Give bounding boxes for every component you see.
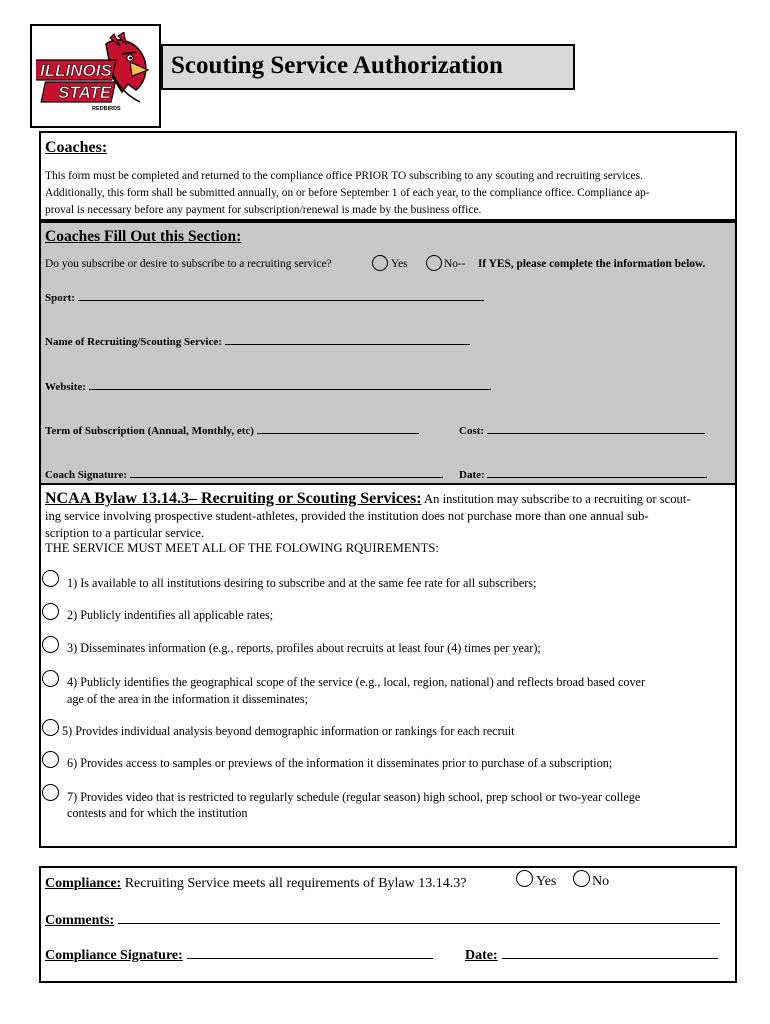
- coaches-text-line1: This form must be completed and returned to the compliance office PRIOR TO subscribing to any scouting and recruiting services.: [45, 170, 643, 182]
- ncaa-requirements-heading: THE SERVICE MUST MEET ALL OF THE FOLOWING RQUIREMENTS:: [45, 541, 439, 555]
- requirement-5: 5) Provides individual analysis beyond demographic information or rankings for each recruit: [62, 724, 515, 738]
- sport-line[interactable]: [78, 289, 484, 301]
- logo: [30, 24, 161, 128]
- service-name-field[interactable]: [45, 333, 470, 348]
- requirement-5-radio[interactable]: [42, 719, 59, 736]
- compliance-section: [39, 866, 737, 983]
- requirement-2-radio[interactable]: [42, 603, 59, 620]
- coaches-section: [39, 131, 737, 221]
- ncaa-heading: NCAA Bylaw 13.14.3– Recruiting or Scouting Services:: [45, 490, 422, 507]
- requirement-4-line1: 4) Publicly identifies the geographical scope of the service (e.g., local, region, national) and reflects broad based cover: [67, 675, 646, 689]
- ncaa-intro-line3: scription to a particular service.: [45, 526, 205, 540]
- requirement-7-line2: contests and for which the institution: [67, 806, 248, 820]
- website-line[interactable]: [89, 378, 491, 390]
- compliance-label: Compliance:: [45, 876, 122, 891]
- subscribe-question: Do you subscribe or desire to subscribe to a recruiting service?: [45, 258, 332, 270]
- subscribe-yes-radio[interactable]: [372, 255, 388, 271]
- compliance-signature-field[interactable]: [45, 945, 433, 964]
- website-field[interactable]: [45, 378, 491, 393]
- requirement-6-radio[interactable]: [42, 751, 59, 768]
- coaches-fill-section: [39, 221, 737, 485]
- cost-field[interactable]: [459, 422, 705, 437]
- cost-line[interactable]: [487, 422, 705, 434]
- requirement-3-radio[interactable]: [42, 636, 59, 653]
- coaches-heading: Coaches:: [45, 139, 108, 156]
- title-box: [161, 44, 575, 90]
- coaches-text-line3: proval is necessary before any payment for subscription/renewal is made by the business office.: [45, 204, 482, 216]
- page-title: Scouting Service Authorization: [171, 52, 503, 79]
- compliance-yes-radio[interactable]: [516, 870, 533, 887]
- coach-date-field[interactable]: [459, 466, 707, 481]
- service-name-label: Name of Recruiting/Scouting Service:: [45, 336, 222, 348]
- ncaa-bylaw-section: [39, 485, 737, 848]
- subscribe-yes-label: Yes: [391, 258, 408, 270]
- requirement-3: 3) Disseminates information (e.g., reports, profiles about recruits at least four (4) times per year);: [67, 641, 541, 655]
- website-label: Website:: [45, 381, 86, 393]
- svg-text:REDBIRDS: REDBIRDS: [92, 106, 121, 112]
- requirement-7-line1: 7) Provides video that is restricted to regularly schedule (regular season) high school, prep school or two-year college: [67, 790, 641, 804]
- requirement-6: 6) Provides access to samples or previews of the information it disseminates prior to purchase of a subscription;: [67, 756, 613, 770]
- compliance-question: Recruiting Service meets all requirements of Bylaw 13.14.3?: [121, 876, 467, 891]
- svg-text:ILLINOIS: ILLINOIS: [40, 61, 112, 80]
- coach-signature-label: Coach Signature:: [45, 469, 127, 481]
- subscribe-no-radio[interactable]: [426, 255, 442, 271]
- term-label: Term of Subscription (Annual, Monthly, etc): [45, 425, 254, 437]
- compliance-date-label: Date:: [465, 948, 498, 963]
- service-name-line[interactable]: [225, 333, 470, 345]
- requirement-4-radio[interactable]: [42, 670, 59, 687]
- fill-section-heading: Coaches Fill Out this Section:: [45, 228, 242, 245]
- compliance-date-line[interactable]: [502, 945, 718, 959]
- coach-date-label: Date:: [459, 469, 485, 481]
- cost-label: Cost:: [459, 425, 485, 437]
- subscribe-no-label: No--: [444, 258, 466, 270]
- svg-text:STATE: STATE: [58, 83, 112, 102]
- requirement-2: 2) Publicly indentifies all applicable rates;: [67, 608, 274, 622]
- term-field[interactable]: [45, 422, 419, 437]
- compliance-signature-label: Compliance Signature:: [45, 948, 183, 963]
- requirement-4-line2: age of the area in the information it disseminates;: [67, 692, 308, 706]
- compliance-date-field[interactable]: [465, 945, 718, 964]
- sport-field[interactable]: [45, 289, 484, 304]
- sport-label: Sport:: [45, 292, 75, 304]
- compliance-yes-label: Yes: [536, 874, 557, 889]
- comments-field[interactable]: [45, 910, 720, 929]
- ncaa-intro-line2: ing service involving prospective student-athletes, provided the institution does not purchase more than one annual sub-: [45, 509, 649, 523]
- coach-date-line[interactable]: [487, 466, 707, 478]
- requirement-1: 1) Is available to all institutions desiring to subscribe and at the same fee rate for all subscribers;: [67, 576, 537, 590]
- comments-line[interactable]: [118, 910, 720, 924]
- requirement-7-radio[interactable]: [42, 784, 59, 801]
- requirement-1-radio[interactable]: [42, 570, 59, 587]
- coaches-text-line2: Additionally, this form shall be submitted annually, on or before September 1 of each year, to the compliance office. Compliance ap-: [45, 187, 650, 199]
- term-line[interactable]: [257, 422, 419, 434]
- ncaa-intro-line1: An institution may subscribe to a recruiting or scout-: [421, 492, 691, 506]
- compliance-no-label: No: [592, 874, 610, 889]
- compliance-signature-line[interactable]: [187, 945, 433, 959]
- coach-signature-line[interactable]: [130, 466, 443, 478]
- coach-signature-field[interactable]: [45, 466, 443, 481]
- if-yes-note: If YES, please complete the information below.: [478, 258, 706, 270]
- comments-label: Comments:: [45, 913, 115, 928]
- compliance-no-radio[interactable]: [573, 870, 590, 887]
- redbird-logo-icon: [36, 32, 158, 122]
